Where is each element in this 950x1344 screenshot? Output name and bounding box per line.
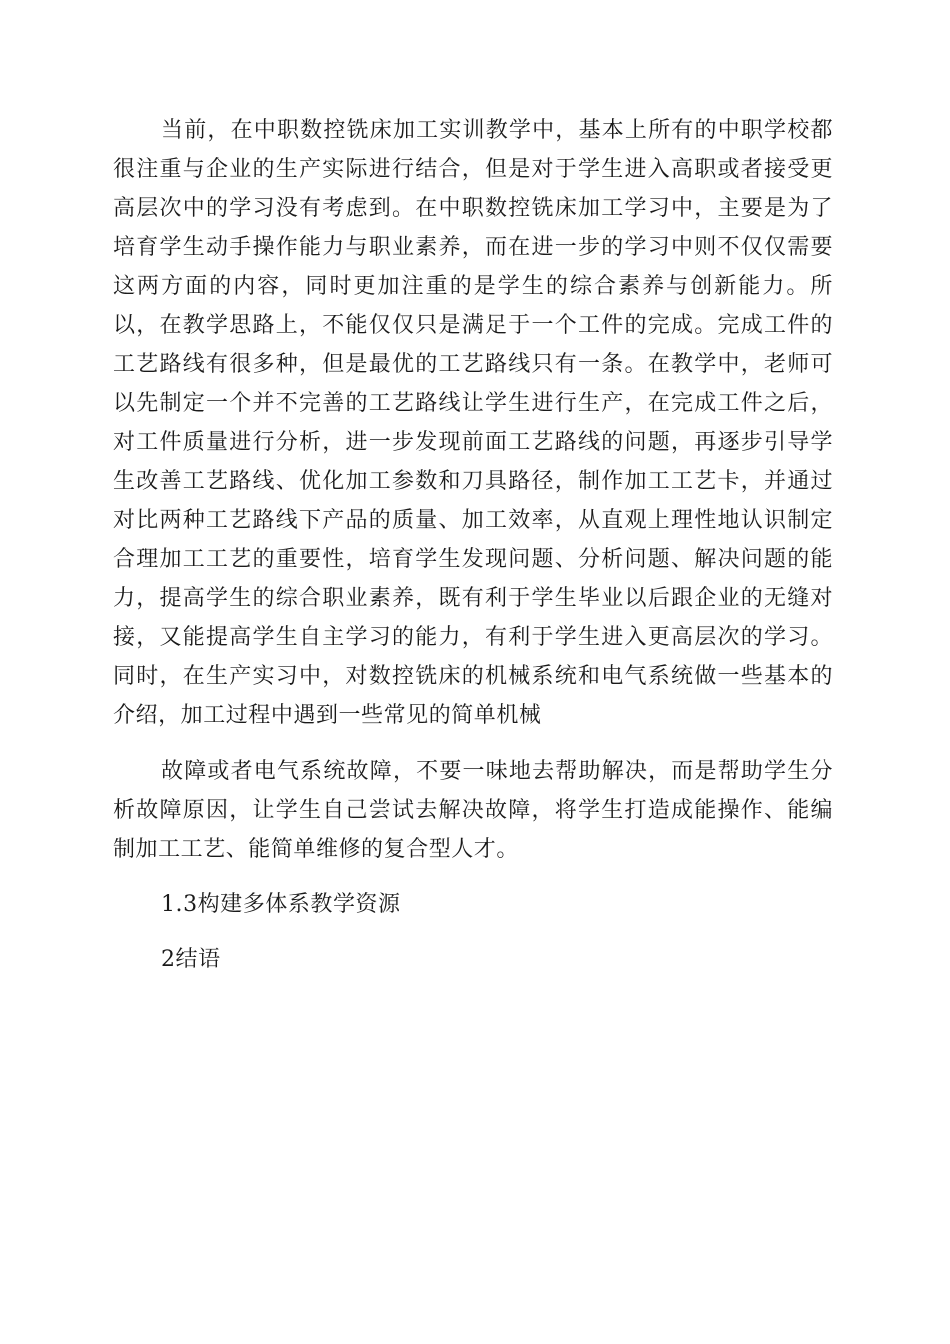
body-paragraph: 当前，在中职数控铣床加工实训教学中，基本上所有的中职学校都很注重与企业的生产实际进行结合，但是对于学生进入高职或者接受更高层次中的学习没有考虑到。在中职数控铣床加工学习中，主要是为了培育学生动手操作能力与职业素养，而在进一步的学习中则不仅仅需要这两方面的内容，同时更加注重的是学生的综合素养与创新能力。所以，在教学思路上，不能仅仅只是满足于一个工件的完成。完成工件的工艺路线有很多种，但是最优的工艺路线只有一条。在教学中，老师可以先制定一个并不完善的工艺路线让学生进行生产，在完成工件之后，对工件质量进行分析，进一步发现前面工艺路线的问题，再逐步引导学生改善工艺路线、优化加工参数和刀具路径，制作加工工艺卡，并通过对比两种工艺路线下产品的质量、加工效率，从直观上理性地认识制定合理加工工艺的重要性，培育学生发现问题、分析问题、解决问题的能力，提高学生的综合职业素养，既有利于学生毕业以后跟企业的无缝对接，又能提高学生自主学习的能力，有利于学生进入更高层次的学习。同时，在生产实习中，对数控铣床的机械系统和电气系统做一些基本的介绍，加工过程中遇到一些常见的简单机械 (113, 118, 833, 728)
document-body (113, 111, 833, 979)
section-heading: 1.3构建多体系教学资源 (161, 892, 401, 917)
body-paragraph: 故障或者电气系统故障，不要一味地去帮助解决，而是帮助学生分析故障原因，让学生自己尝试去解决故障，将学生打造成能操作、能编制加工工艺、能简单维修的复合型人才。 (113, 759, 833, 862)
section-heading: 2结语 (161, 947, 221, 972)
